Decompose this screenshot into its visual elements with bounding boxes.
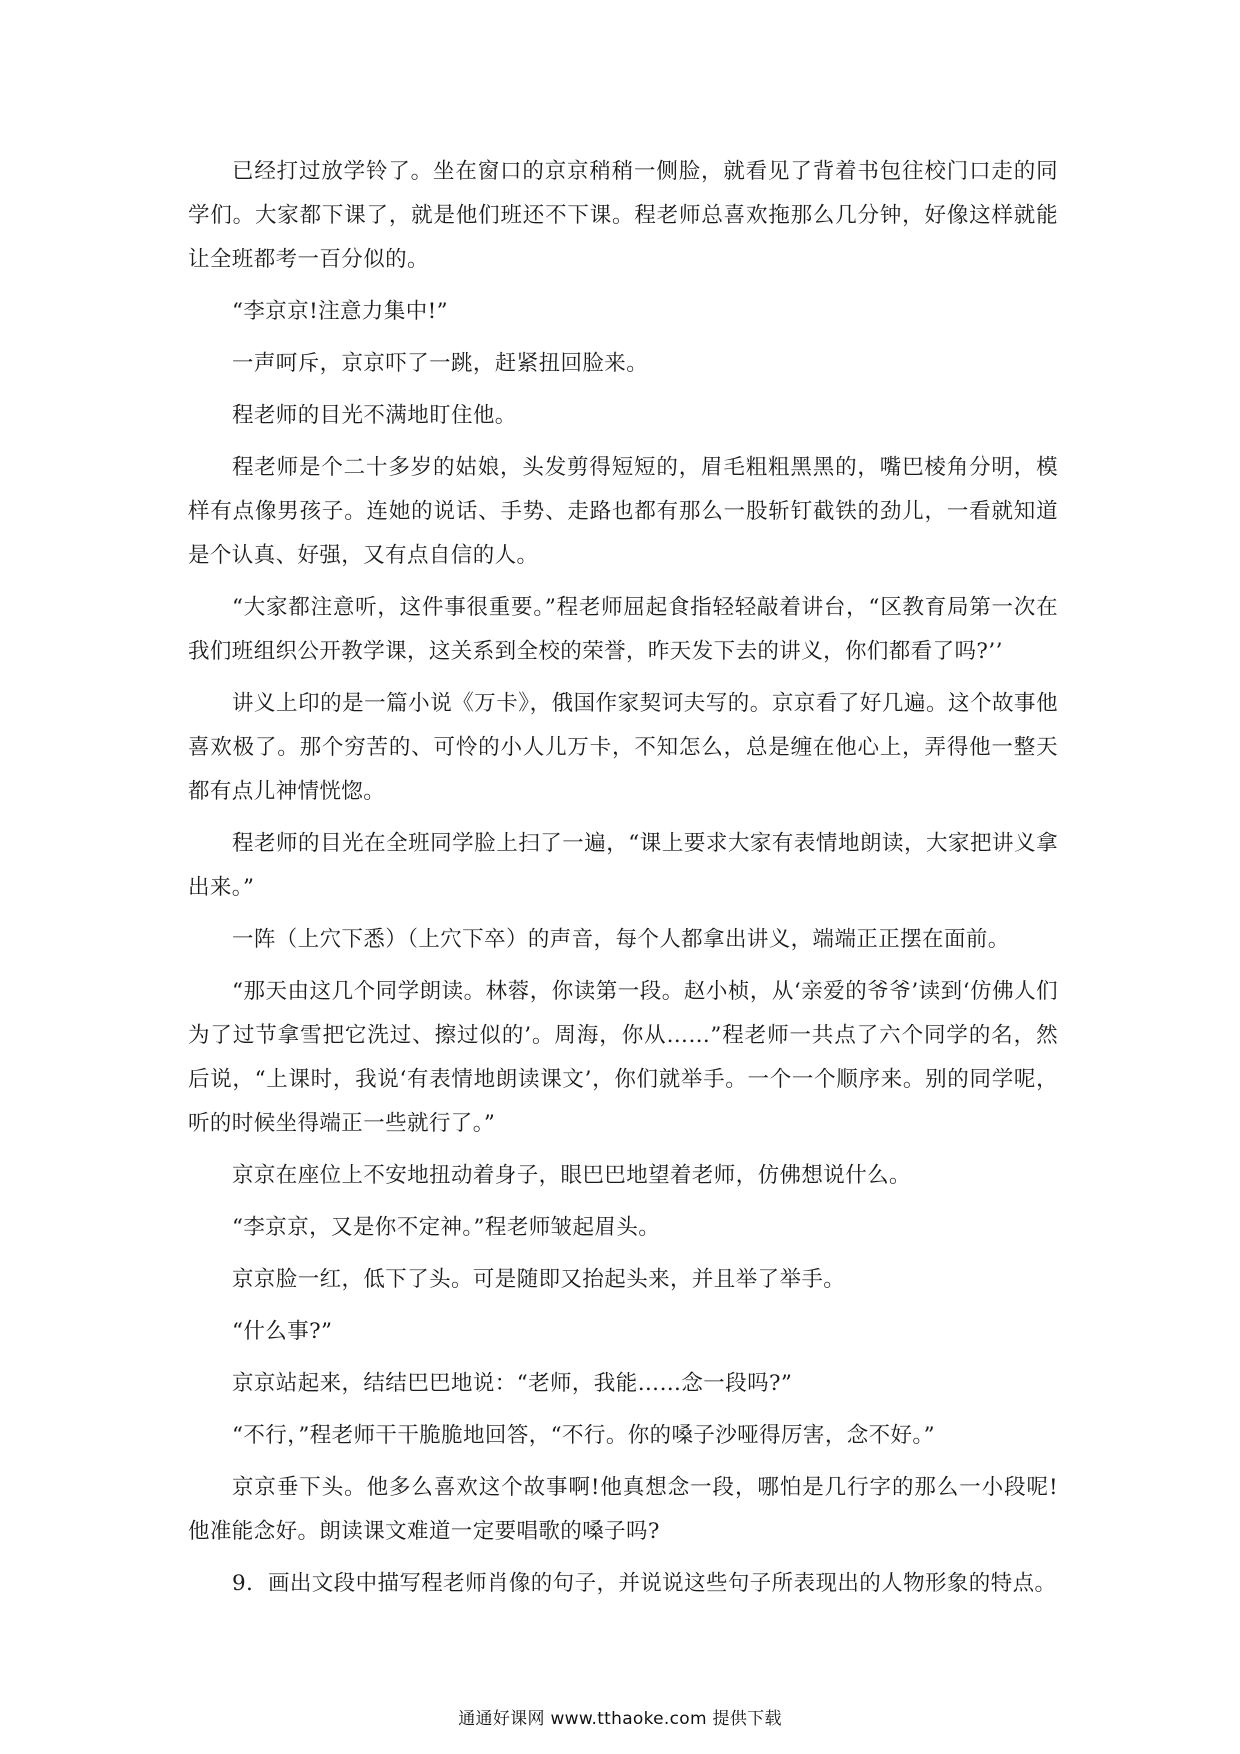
paragraph: 程老师是个二十多岁的姑娘，头发剪得短短的，眉毛粗粗黑黑的，嘴巴棱角分明，模样有点像男孩子。连她的说话、手势、走路也都有那么一股斩钉截铁的劲儿，一看就知道是个认真、好强，又有点自信的人。 xyxy=(188,455,1058,568)
paragraph: 程老师的目光不满地盯住他。 xyxy=(232,403,517,428)
paragraph: “李京京，又是你不定神。”程老师皱起眉头。 xyxy=(232,1215,661,1240)
paragraph: 一阵（上穴下悉）（上穴下卒）的声音，每个人都拿出讲义，端端正正摆在面前。 xyxy=(232,927,1010,952)
question-9: 9．画出文段中描写程老师肖像的句子，并说说这些句子所表现出的人物形象的特点。 xyxy=(232,1571,1057,1596)
paragraph: “那天由这几个同学朗读。林蓉，你读第一段。赵小桢，从‘亲爱的爷爷’读到‘仿佛人们为了过节拿雪把它洗过、擦过似的’。周海，你从……”程老师一共点了六个同学的名，然后说，“上课时，我说‘有表情地朗读课文’，你们就举手。一个一个顺序来。别的同学呢，听的时候坐得端正一些就行了。” xyxy=(188,979,1058,1136)
paragraph: “不行，”程老师干干脆脆地回答，“不行。你的嗓子沙哑得厉害，念不好。” xyxy=(232,1423,935,1448)
paragraph: 已经打过放学铃了。坐在窗口的京京稍稍一侧脸，就看见了背着书包往校门口走的同学们。大家都下课了，就是他们班还不下课。程老师总喜欢拖那么几分钟，好像这样就能让全班都考一百分似的。 xyxy=(188,159,1058,272)
story-text xyxy=(188,150,1058,1614)
paragraph: “大家都注意听，这件事很重要。”程老师屈起食指轻轻敲着讲台，“区教育局第一次在我们班组织公开教学课，这关系到全校的荣誉，昨天发下去的讲义，你们都看了吗?’’ xyxy=(188,595,1058,664)
paragraph: 京京垂下头。他多么喜欢这个故事啊!他真想念一段，哪怕是几行字的那么一小段呢!他准能念好。朗读课文难道一定要唱歌的嗓子吗? xyxy=(188,1475,1058,1544)
paragraph: 一声呵斥，京京吓了一跳，赶紧扭回脸来。 xyxy=(232,351,649,376)
paragraph: 程老师的目光在全班同学脸上扫了一遍，“课上要求大家有表情地朗读，大家把讲义拿出来。” xyxy=(188,831,1058,900)
page-footer: 通通好课网 www.tthaoke.com 提供下载 xyxy=(458,1709,782,1729)
paragraph: 京京站起来，结结巴巴地说：“老师，我能……念一段吗?” xyxy=(232,1371,793,1396)
paragraph: 京京脸一红，低下了头。可是随即又抬起头来，并且举了举手。 xyxy=(232,1267,846,1292)
paragraph: 讲义上印的是一篇小说《万卡》，俄国作家契诃夫写的。京京看了好几遍。这个故事他喜欢极了。那个穷苦的、可怜的小人儿万卡，不知怎么，总是缠在他心上，弄得他一整天都有点儿神情恍惚。 xyxy=(188,691,1058,804)
paragraph: “什么事?” xyxy=(232,1319,333,1344)
paragraph: 京京在座位上不安地扭动着身子，眼巴巴地望着老师，仿佛想说什么。 xyxy=(232,1163,911,1188)
paragraph: “李京京!注意力集中!” xyxy=(232,299,449,324)
